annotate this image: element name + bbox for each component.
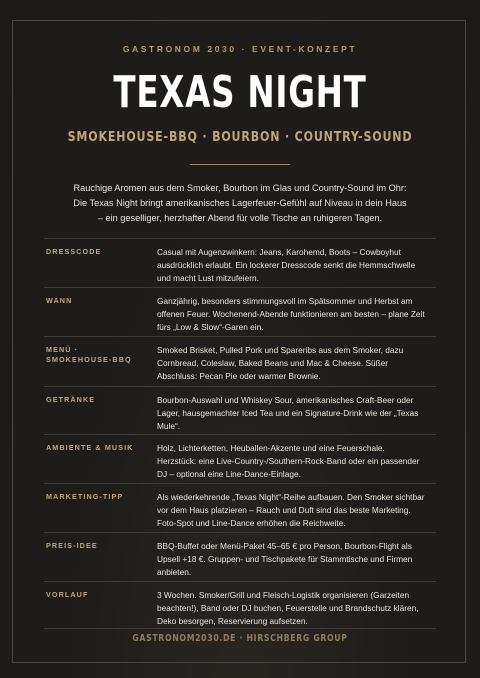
detail-row-ambiente-musik [44,434,436,483]
intro-line: – ein geselliger, herzhafter Abend für volle Tische an ruhigeren Tagen. [97,213,383,223]
page-title: TEXAS NIGHT [113,67,367,118]
detail-label [46,395,150,405]
title-divider [190,164,290,165]
detail-row-marketing-tipp [44,483,436,532]
detail-row-getraenke [44,386,436,434]
detail-label [46,590,150,600]
detail-value-line: und macht Lust mitzufeiern. [157,273,259,283]
detail-label-line: GETRÄNKE [46,395,96,404]
detail-row-vorlauf [44,581,436,629]
detail-value-line: Smoked Brisket, Pulled Pork und Spareribs aus dem Smoker, dazu [157,345,404,355]
detail-value-line: 3 Wochen. Smoker/Grill und Fleisch-Logistik organisieren (Garzeiten [157,590,410,600]
detail-row-wann [44,287,436,336]
detail-row-menu [44,336,436,386]
detail-value-line: Holz, Lichterketten, Heuballen-Akzente und eine Feuerschale. [157,443,385,453]
detail-value [157,246,435,285]
detail-value [157,540,435,579]
kicker-label: GASTRONOM 2030 · EVENT-KONZEPT [122,44,358,54]
detail-value-line: offenen Feuer. Wochenend-Abende funktionieren am besten – plane Zeit [157,309,425,319]
detail-value-line: DJ – optional eine Line-Dance-Einlage. [157,469,301,479]
detail-value-line: Casual mit Augenzwinkern: Jeans, Karohemd, Boots – Cowboyhut [157,247,401,257]
detail-value [157,295,435,334]
intro-line: Die Texas Night bringt amerikanisches Lagerfeuer-Gefühl auf Niveau in dein Haus [73,198,407,208]
concept-details-table [44,238,436,629]
detail-label-line: MENÜ · [46,345,79,354]
detail-value-line: Cornbread, Coleslaw, Baked Beans und Mac & Cheese. Süßer [157,358,389,368]
detail-label-line: SMOKEHOUSE-BBQ [46,355,132,364]
detail-value [157,491,435,530]
detail-value-line: Als wiederkehrende „Texas Night“-Reihe aufbauen. Den Smoker sichtbar [157,492,425,502]
detail-label [46,296,150,306]
detail-value-line: BBQ-Buffet oder Menü-Paket 45–65 € pro Person, Bourbon-Flight als [157,541,412,551]
intro-text [40,181,440,226]
detail-value [157,394,435,433]
detail-value-line: beachten!), Band oder DJ buchen, Feuerstelle und Brandschutz klären, [157,603,419,613]
page-subtitle: SMOKEHOUSE-BBQ · BOURBON · COUNTRY-SOUND [67,129,413,145]
detail-row-dresscode [44,238,436,287]
detail-value-line: Upsell +18 €. Gruppen- und Tischpakete für Stammtische und Firmen [157,554,413,564]
detail-value-line: ausdrücklich erlaubt. Ein lockerer Dresscode senkt die Hemmschwelle [157,260,416,270]
detail-label-line: WANN [46,296,73,305]
detail-value-line: fürs „Low & Slow“-Garen ein. [157,322,264,332]
footer-credit: GASTRONOM2030.DE · HIRSCHBERG GROUP [132,633,348,644]
detail-value-line: Abschluss: Pecan Pie oder warmer Brownie. [157,371,321,381]
detail-label [46,345,150,365]
detail-label-line: MARKETING-TIPP [46,492,124,501]
detail-value [157,442,435,481]
intro-line: Rauchige Aromen aus dem Smoker, Bourbon im Glas und Country-Sound im Ohr: [73,183,407,193]
detail-label-line: DRESSCODE [46,247,102,256]
detail-label [46,541,150,551]
detail-label-line: VORLAUF [46,590,89,599]
detail-label-line: AMBIENTE & MUSIK [46,443,134,452]
detail-value-line: Bourbon-Auswahl und Whiskey Sour, amerikanisches Craft-Beer oder [157,395,414,405]
detail-label [46,492,150,502]
detail-value-line: Ganzjährig, besonders stimmungsvoll im Spätsommer und Herbst am [157,296,413,306]
detail-value-line: vor dem Haus platzieren – Rauch und Duft sind das beste Marketing. [157,505,411,515]
detail-value-line: anbieten. [157,567,192,577]
detail-row-preis-idee [44,532,436,581]
detail-value-line: Foto-Spot und Line-Dance erhöhen die Reichweite. [157,518,346,528]
detail-value [157,344,435,383]
detail-value [157,589,435,628]
detail-value-line: Herzstück: eine Live-Country-/Southern-Rock-Band oder ein passender [157,456,420,466]
detail-label-line: PREIS-IDEE [46,541,98,550]
detail-value-line: Deko besorgen, Reservierung aufsetzen. [157,616,308,626]
detail-value-line: Mule“. [157,421,181,431]
detail-label [46,247,150,257]
detail-value-line: Lager, hausgemachter Iced Tea und ein Signature-Drink wie der „Texas [157,408,419,418]
detail-label [46,443,150,453]
